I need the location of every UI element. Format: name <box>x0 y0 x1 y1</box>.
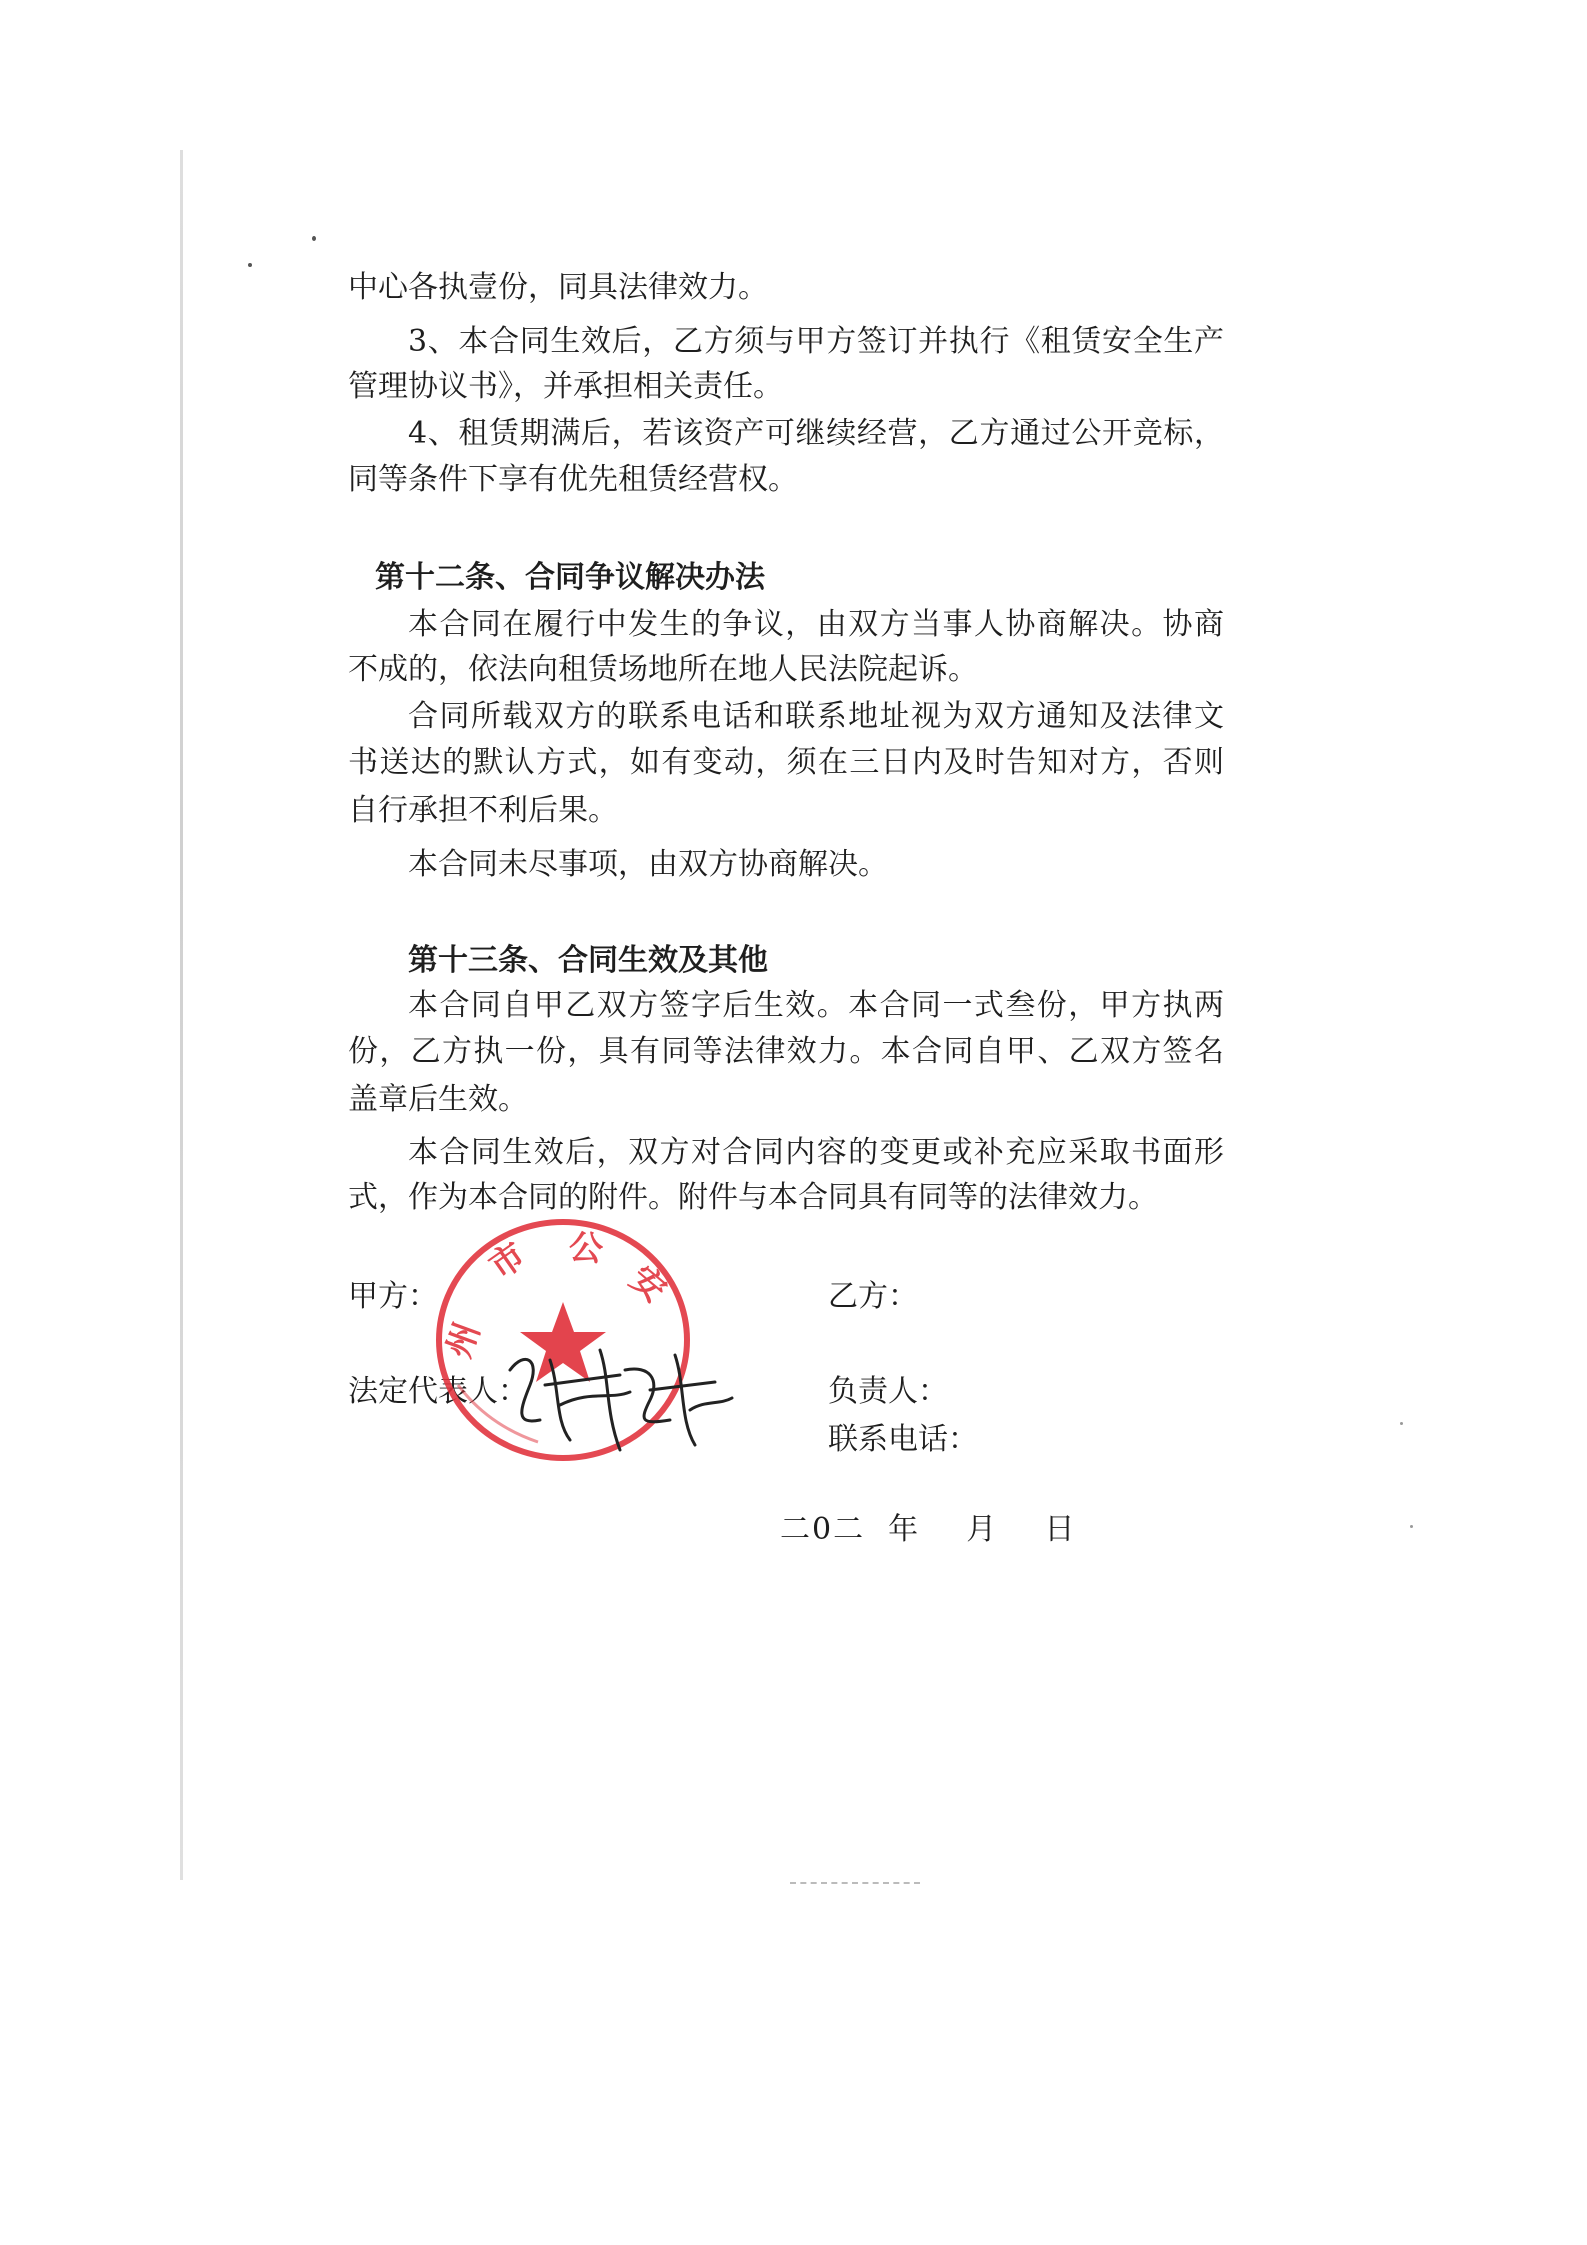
text-line: 份，乙方执一份，具有同等法律效力。本合同自甲、乙双方签名 <box>348 1034 1224 1069</box>
text-line: 同等条件下享有优先租赁经营权。 <box>348 462 798 497</box>
scan-speck <box>312 236 316 241</box>
contact-phone-label: 联系电话： <box>828 1422 978 1457</box>
legal-representative-label: 法定代表人： <box>348 1374 528 1409</box>
scan-edge <box>180 150 183 1880</box>
text-line: 本合同生效后，双方对合同内容的变更或补充应采取书面形 <box>408 1135 1224 1170</box>
text-line: 自行承担不利后果。 <box>348 793 618 828</box>
text-line: 4、租赁期满后，若该资产可继续经营，乙方通过公开竞标， <box>408 416 1224 451</box>
party-b-label: 乙方： <box>828 1279 918 1314</box>
svg-text:市: 市 <box>482 1235 534 1288</box>
scan-speck <box>1400 1422 1403 1425</box>
svg-text:安: 安 <box>622 1258 674 1311</box>
scan-speck <box>248 263 252 267</box>
svg-text:州: 州 <box>438 1317 489 1364</box>
scan-speck <box>1410 1525 1413 1528</box>
text-line: 中心各执壹份，同具法律效力。 <box>348 270 768 305</box>
section-heading-13: 第十三条、合同生效及其他 <box>408 943 768 978</box>
text-line: 书送达的默认方式，如有变动，须在三日内及时告知对方，否则 <box>348 745 1224 780</box>
text-line: 合同所载双方的联系电话和联系地址视为双方通知及法律文 <box>408 699 1224 734</box>
text-line: 本合同自甲乙双方签字后生效。本合同一式叁份，甲方执两 <box>408 988 1224 1023</box>
text-line: 管理协议书》，并承担相关责任。 <box>348 369 783 404</box>
text-line: 本合同在履行中发生的争议，由双方当事人协商解决。协商 <box>408 607 1224 642</box>
text-line: 式，作为本合同的附件。附件与本合同具有同等的法律效力。 <box>348 1180 1158 1215</box>
svg-text:公: 公 <box>567 1227 605 1270</box>
text-line: 本合同未尽事项，由双方协商解决。 <box>408 847 888 882</box>
date-line: 二0二 年 月 日 <box>780 1512 1077 1547</box>
text-line: 不成的，依法向租赁场地所在地人民法院起诉。 <box>348 652 978 687</box>
scan-mark <box>790 1882 920 1886</box>
handwritten-signature <box>500 1330 740 1460</box>
section-heading-12: 第十二条、合同争议解决办法 <box>375 560 765 595</box>
person-in-charge-label: 负责人： <box>828 1374 948 1409</box>
text-line: 3、本合同生效后，乙方须与甲方签订并执行《租赁安全生产 <box>408 324 1224 359</box>
party-a-label: 甲方： <box>348 1279 438 1314</box>
text-line: 盖章后生效。 <box>348 1082 528 1117</box>
